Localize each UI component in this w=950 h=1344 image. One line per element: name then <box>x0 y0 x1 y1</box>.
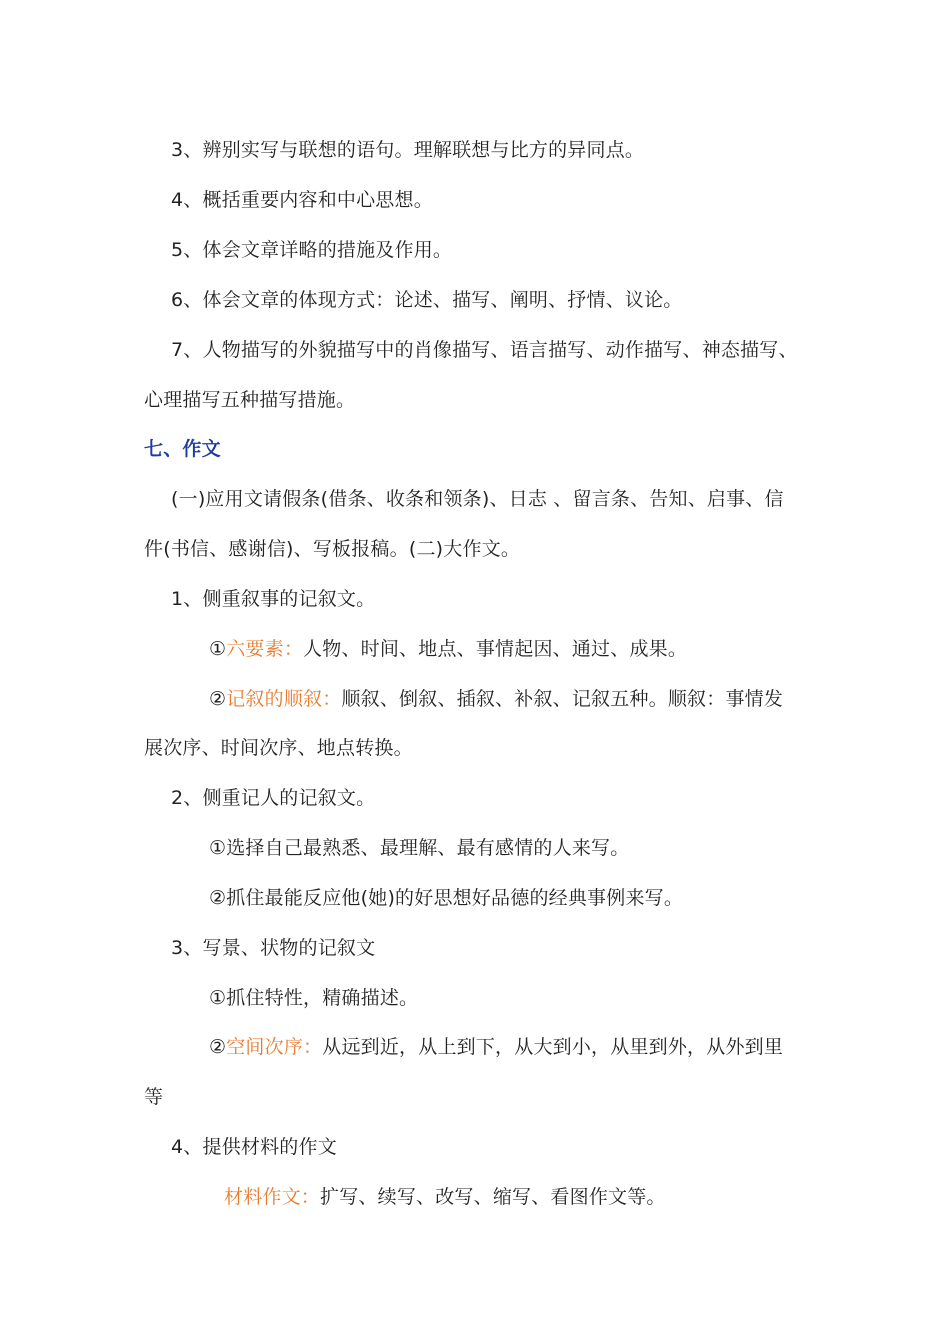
section-heading-composition: 七、作文 <box>144 438 221 460</box>
narrative-order-text: 顺叙、倒叙、插叙、补叙、记叙五种。顺叙：事情发 <box>341 688 784 710</box>
narrative-person-point-1: ①选择自己最熟悉、最理解、最有感情的人来写。 <box>209 837 630 859</box>
material-composition-line <box>224 1185 666 1209</box>
scenery-heading: 3、写景、状物的记叙文 <box>171 937 376 959</box>
spatial-order-text: 从远到近，从上到下，从大到小，从里到外，从外到里 <box>322 1036 784 1058</box>
item-7-text: 7、人物描写的外貌描写中的肖像描写、语言描写、动作描写、神态描写、 <box>171 339 798 361</box>
item-5-text: 5、体会文章详略的措施及作用。 <box>171 239 453 261</box>
applied-writing-continuation: 件(书信、感谢信)、写板报稿。(二)大作文。 <box>144 538 521 560</box>
item-4-text: 4、概括重要内容和中心思想。 <box>171 189 433 211</box>
spatial-order-line <box>209 1035 783 1059</box>
spatial-order-marker: ② <box>209 1036 227 1058</box>
six-elements-marker: ① <box>209 638 227 660</box>
item-7-continuation: 心理描写五种描写措施。 <box>144 389 356 411</box>
spatial-order-continuation: 等 <box>144 1086 164 1108</box>
material-composition-label: 材料作文： <box>224 1186 321 1208</box>
applied-writing-text: (一)应用文请假条(借条、收条和领条)、日志 、留言条、告知、启事、信 <box>171 488 784 510</box>
six-elements-label: 六要素： <box>226 638 304 660</box>
narrative-person-point-2: ②抓住最能反应他(她)的好思想好品德的经典事例来写。 <box>209 887 684 909</box>
narrative-person-heading: 2、侧重记人的记叙文。 <box>171 787 376 809</box>
narrative-order-label: 记叙的顺叙： <box>226 688 342 710</box>
item-3-text: 3、辨别实写与联想的语句。理解联想与比方的异同点。 <box>171 139 645 161</box>
narrative-order-continuation: 展次序、时间次序、地点转换。 <box>144 737 413 759</box>
narrative-order-line <box>209 687 783 711</box>
six-elements-line <box>209 637 687 661</box>
material-composition-heading: 4、提供材料的作文 <box>171 1136 337 1158</box>
narrative-order-marker: ② <box>209 688 227 710</box>
item-6-text: 6、体会文章的体现方式：论述、描写、阐明、抒情、议论。 <box>171 289 683 311</box>
narrative-event-heading: 1、侧重叙事的记叙文。 <box>171 588 376 610</box>
six-elements-text: 人物、时间、地点、事情起因、通过、成果。 <box>303 638 688 660</box>
spatial-order-label: 空间次序： <box>226 1036 323 1058</box>
scenery-point-1: ①抓住特性，精确描述。 <box>209 987 419 1009</box>
material-composition-text: 扩写、续写、改写、缩写、看图作文等。 <box>320 1186 666 1208</box>
